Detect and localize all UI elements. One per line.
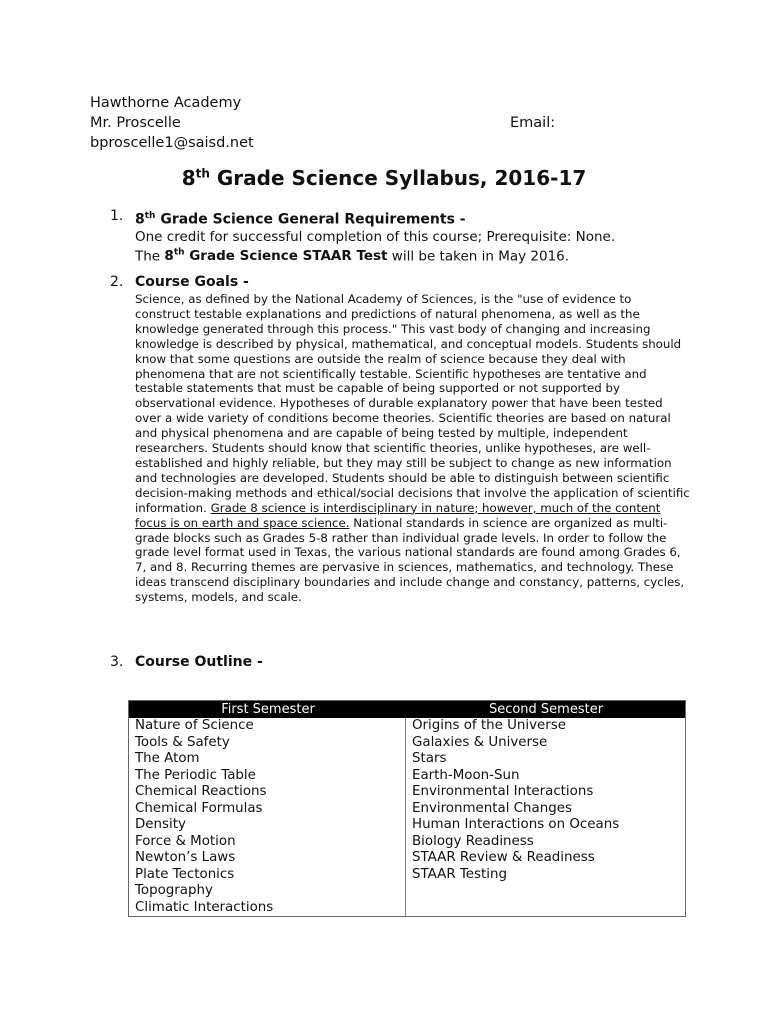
list-item: Newton’s Laws — [135, 850, 236, 865]
list-item: Chemical Reactions — [135, 784, 267, 799]
section-heading — [135, 208, 690, 229]
section-number: 1. — [110, 208, 124, 224]
staar-post: will be taken in May 2016. — [387, 248, 570, 265]
first-semester-column — [129, 718, 406, 916]
list-item: Plate Tectonics — [135, 866, 235, 882]
list-item: Earth-Moon-Sun — [412, 767, 520, 783]
staar-line — [135, 245, 690, 265]
school-name: Hawthorne Academy — [90, 95, 242, 111]
course-goals-paragraph — [135, 292, 690, 605]
list-item: The Atom — [135, 751, 200, 766]
title-sup: th — [195, 166, 210, 181]
table-body — [129, 718, 685, 916]
goals-text-before: Science, as defined by the National Academy of Sciences, is the "use of evidence to construct testable explanations and predictions of natural phenomena, as well as the knowledge generated through this process." This vast body of changing and increasing knowledge is described by physical, mathematical, and conceptual models. Students should know that some questions are outside the realm of science because they deal with phenomena that are not scientifically testable. Scientific hypotheses are tentative and testable statements that must be capable of being supported or not supported by observational evidence. Hypotheses of durable explanatory power that have been tested over a wide variety of conditions become theories. Scientific theories are based on natural and physical phenomena and are capable of being tested by multiple, independent researchers. Students should know that scientific theories, unlike hypotheses, are well-established and highly reliable, but they may still be subject to change as new information and technologies are developed. Students should be able to distinguish between scientific decision-making methods and ethical/social decisions that involve the application of scientific information. — [135, 292, 690, 515]
email-address: bproscelle1@saisd.net — [90, 135, 254, 151]
list-item: Density — [135, 817, 186, 832]
list-item: Galaxies & Universe — [412, 734, 548, 750]
staar-bold-rest: Grade Science STAAR Test — [184, 248, 388, 265]
page-title — [0, 166, 768, 190]
list-item: Climatic Interactions — [135, 899, 274, 915]
goals-text-after: National standards in science are organized as multi-grade blocks such as Grades 5-8 rather than individual grade levels. In order to follow the grade level format used in Texas, the various national standards are found among Grades 6, 7, and 8. Recurring themes are pervasive in sciences, mathematics, and technology. These ideas transcend disciplinary boundaries and include change and constancy, patterns, cycles, systems, models, and scale. — [135, 515, 685, 605]
list-item: Human Interactions on Oceans — [412, 817, 620, 832]
list-item: Force & Motion — [135, 833, 236, 849]
section-number: 3. — [110, 654, 124, 670]
list-item: STAAR Review & Readiness — [412, 850, 595, 865]
title-prefix: 8 — [181, 166, 196, 190]
staar-bold-prefix: 8 — [164, 248, 174, 265]
list-item: Tools & Safety — [135, 734, 230, 750]
staar-bold-sup: th — [173, 247, 185, 258]
section-number: 2. — [110, 274, 124, 290]
teacher-name: Mr. Proscelle — [90, 115, 181, 131]
list-item: Origins of the Universe — [412, 718, 566, 733]
document-header — [90, 93, 690, 153]
heading-sup: th — [144, 211, 156, 221]
staar-pre: The — [135, 248, 165, 265]
list-item: Environmental Interactions — [412, 784, 594, 799]
list-item: The Periodic Table — [135, 767, 256, 783]
list-item: Chemical Formulas — [135, 800, 263, 816]
section-heading: Course Goals - — [135, 274, 249, 290]
list-item: Stars — [412, 751, 447, 766]
table-header-row — [129, 701, 685, 718]
section-heading: Course Outline - — [135, 654, 263, 670]
course-outline-table — [128, 700, 686, 917]
credit-line: One credit for successful completion of this course; Prerequisite: None. — [135, 228, 616, 245]
second-semester-header: Second Semester — [488, 702, 604, 717]
title-rest: Grade Science Syllabus, 2016-17 — [209, 166, 587, 190]
teacher-row — [90, 113, 690, 133]
heading-rest: Grade Science General Requirements - — [155, 211, 466, 228]
list-item: Biology Readiness — [412, 833, 534, 849]
staar-bold — [164, 248, 387, 264]
second-semester-column — [406, 718, 685, 916]
goals-underlined-text: Grade 8 science is interdisciplinary in nature; however, much of the content focus is on earth and space science. — [135, 500, 661, 530]
email-label: Email: — [510, 115, 556, 131]
list-item: Nature of Science — [135, 718, 254, 733]
list-item: Topography — [135, 883, 213, 898]
first-semester-header: First Semester — [221, 702, 315, 717]
list-item: STAAR Testing — [412, 866, 507, 882]
heading-prefix: 8 — [135, 211, 145, 228]
list-item: Environmental Changes — [412, 800, 572, 816]
